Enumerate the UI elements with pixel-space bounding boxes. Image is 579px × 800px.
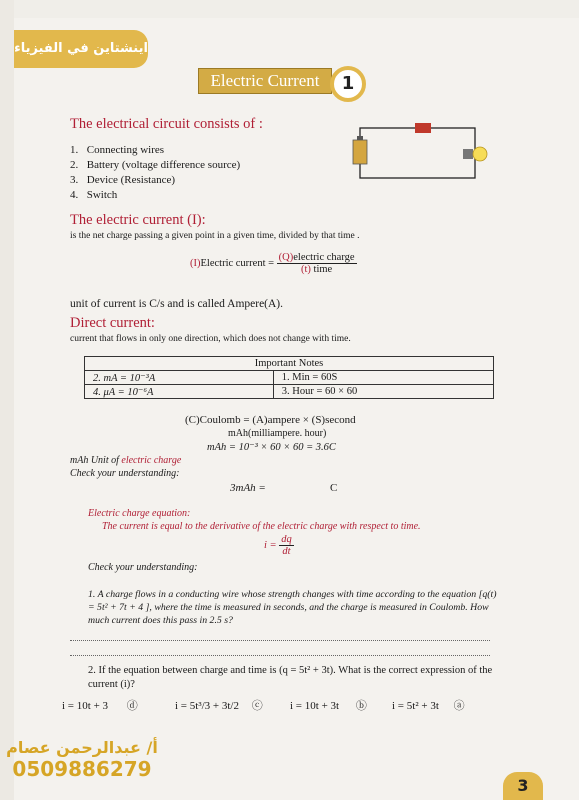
choice-text: i = 5t² + 3t (392, 700, 439, 712)
choice-b[interactable] (290, 697, 367, 713)
top-band (0, 0, 579, 18)
coulomb-line: (C)Coulomb = (A)ampere × (S)second (185, 414, 356, 426)
page-number: 3 (503, 772, 543, 800)
question-1: 1. A charge flows in a conducting wire whose strength changes with time according to the equation [q(t) = 5t² + 7t + 4 ], where the time is measured in seconds, and the charge is measured in Coulomb. How much current does this pass in 2.5 s? (88, 589, 497, 626)
choice-text: i = 5t³/3 + 3t/2 (175, 700, 239, 712)
equation-heading: Electric charge equation: (88, 508, 191, 519)
derivative-formula (264, 534, 294, 557)
current-formula (190, 252, 357, 275)
table-row (85, 385, 494, 399)
den-text: time (310, 264, 333, 275)
derivative-num: dq (281, 534, 292, 545)
table-cell: 2. mA = 10⁻³A (85, 371, 274, 385)
section-number: 1 (330, 66, 366, 102)
circuit-heading: The electrical circuit consists of : (70, 116, 263, 132)
formula-lhs: Electric current = (200, 257, 275, 269)
choice-letter: ⓓ (126, 700, 138, 712)
question-2: 2. If the equation between charge and time is (q = 5t² + 3t). What is the correct expression of the current (i)? (88, 665, 493, 690)
brand-banner: اينشتاين في الفيزياء (14, 30, 148, 68)
table-cell: 3. Hour = 60 × 60 (273, 385, 493, 399)
derivative-lhs: i = (264, 539, 277, 551)
direct-definition: current that flows in only one direction, which does not change with time. (70, 334, 351, 344)
list-item: 2. Battery (voltage difference source) (70, 159, 241, 171)
switch-icon (415, 123, 431, 133)
num-text: electric charge (293, 252, 355, 263)
answer-line (70, 655, 490, 656)
mah-unit-prefix: mAh Unit of (70, 455, 122, 466)
notes-table (84, 356, 494, 399)
choice-c[interactable] (175, 697, 263, 713)
conversion-left: 3mAh = (230, 482, 266, 494)
direct-heading: Direct current: (70, 315, 155, 331)
choice-d[interactable] (62, 697, 138, 713)
list-item: 1. Connecting wires (70, 144, 165, 156)
derivative-den: dt (282, 546, 291, 557)
choice-text: i = 10t + 3t (290, 700, 340, 712)
choice-letter: ⓐ (453, 700, 465, 712)
teacher-name: أ/ عبدالرحمن عصام (6, 738, 158, 757)
components-list (70, 143, 240, 203)
bulb-icon (473, 147, 487, 161)
formula-symbol: (I) (190, 257, 201, 269)
current-definition: is the net charge passing a given point in a given time, divided by that time . (70, 231, 360, 241)
formula-fraction (277, 252, 357, 275)
equation-text: The current is equal to the derivative of the electric charge with respect to time. (102, 521, 421, 532)
check-heading-2: Check your understanding: (88, 562, 198, 573)
left-margin-bar (0, 0, 14, 800)
derivative-fraction (279, 534, 294, 557)
num-symbol: (Q) (278, 252, 294, 263)
table-cell: 1. Min = 60S (273, 371, 493, 385)
list-item: 4. Switch (70, 189, 118, 201)
den-symbol: (t) (301, 264, 311, 275)
page-title: Electric Current (198, 68, 332, 94)
teacher-signature (2, 738, 162, 781)
answer-line (70, 640, 490, 641)
mah-unit (70, 455, 181, 466)
choice-text: i = 10t + 3 (62, 700, 109, 712)
notes-header: Important Notes (85, 357, 494, 371)
mah-line: mAh(milliampere. hour) (228, 428, 327, 439)
teacher-phone: 0509886279 (12, 757, 152, 781)
table-row (85, 371, 494, 385)
unit-text: unit of current is C/s and is called Ampere(A). (70, 298, 284, 310)
check-heading-1: Check your understanding: (70, 468, 180, 479)
mah-calc: mAh = 10⁻³ × 60 × 60 = 3.6C (207, 442, 336, 453)
choice-letter: ⓒ (251, 700, 263, 712)
bulb-socket-icon (463, 149, 473, 159)
choice-a[interactable] (392, 697, 465, 713)
list-item: 3. Device (Resistance) (70, 174, 176, 186)
mah-unit-red: electric charge (121, 455, 182, 466)
choice-letter: ⓑ (355, 700, 367, 712)
circuit-diagram (345, 118, 495, 198)
table-cell: 4. μA = 10⁻⁶A (85, 385, 274, 399)
conversion-right: C (330, 482, 338, 494)
battery-icon (353, 140, 367, 164)
current-heading: The electric current (I): (70, 212, 206, 228)
